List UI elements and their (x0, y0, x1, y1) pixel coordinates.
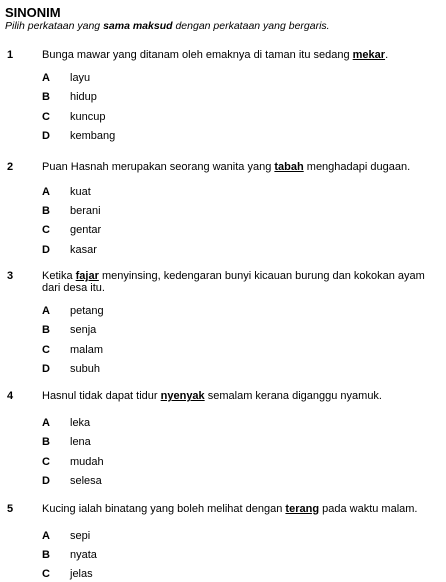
option-text: layu (70, 72, 91, 84)
question-text: Kucing ialah binatang yang boleh melihat dengan terang pada waktu malam. (42, 503, 418, 515)
question-text: Ketika fajar menyinsing, kedengaran bunyi kicauan burung dan kokokan ayam dari desa itu. (42, 270, 425, 294)
option-text: jelas (70, 568, 93, 580)
instruction-before: Pilih perkataan yang (5, 20, 104, 32)
instruction-after: dengan perkataan yang bergaris. (172, 20, 330, 32)
option-text: senja (70, 324, 97, 336)
option-letter: B (42, 91, 50, 103)
question-number: 3 (7, 270, 14, 282)
option-letter: B (42, 436, 50, 448)
option-text: nyata (70, 549, 97, 561)
option-letter: D (42, 475, 50, 487)
underlined-word: nyenyak (160, 390, 205, 402)
option-letter: D (42, 363, 50, 375)
option-letter: A (42, 186, 50, 198)
option-text: kuat (70, 186, 91, 198)
option-text: sepi (70, 530, 91, 542)
option-letter: C (42, 111, 50, 123)
option-letter: A (42, 530, 50, 542)
option-letter: A (42, 305, 50, 317)
option-letter: A (42, 417, 50, 429)
option-letter: C (42, 456, 50, 468)
option-text: berani (70, 205, 101, 217)
option-text: petang (70, 305, 104, 317)
option-letter: D (42, 130, 50, 142)
option-letter: C (42, 224, 50, 236)
option-text: lena (70, 436, 91, 448)
option-text: kembang (70, 130, 116, 142)
option-text: subuh (70, 363, 100, 375)
option-letter: D (42, 244, 50, 256)
option-letter: C (42, 568, 50, 580)
option-letter: C (42, 344, 50, 356)
option-letter: B (42, 549, 50, 561)
option-letter: A (42, 72, 50, 84)
section-title: SINONIM (5, 5, 61, 20)
option-text: gentar (70, 224, 102, 236)
option-text: hidup (70, 91, 97, 103)
question-text: Puan Hasnah merupakan seorang wanita yang tabah menghadapi dugaan. (42, 161, 411, 173)
option-letter: B (42, 205, 50, 217)
option-text: kasar (70, 244, 97, 256)
option-text: malam (70, 344, 104, 356)
question-text: Hasnul tidak dapat tidur nyenyak semalam kerana diganggu nyamuk. (42, 390, 382, 402)
question-number: 1 (7, 49, 14, 61)
option-text: kuncup (70, 111, 106, 123)
option-text: mudah (70, 456, 104, 468)
underlined-word: tabah (274, 161, 304, 173)
option-text: leka (70, 417, 91, 429)
instruction-text (5, 20, 330, 32)
underlined-word: mekar (352, 49, 386, 61)
option-letter: B (42, 324, 50, 336)
question-number: 5 (7, 503, 14, 515)
underlined-word: terang (285, 503, 320, 515)
underlined-word: fajar (75, 270, 99, 282)
question-text: Bunga mawar yang ditanam oleh emaknya di taman itu sedang mekar. (42, 49, 389, 61)
option-text: selesa (70, 475, 102, 487)
question-number: 2 (7, 161, 14, 173)
question-number: 4 (7, 390, 14, 402)
instruction-emphasis: sama maksud (103, 20, 173, 32)
